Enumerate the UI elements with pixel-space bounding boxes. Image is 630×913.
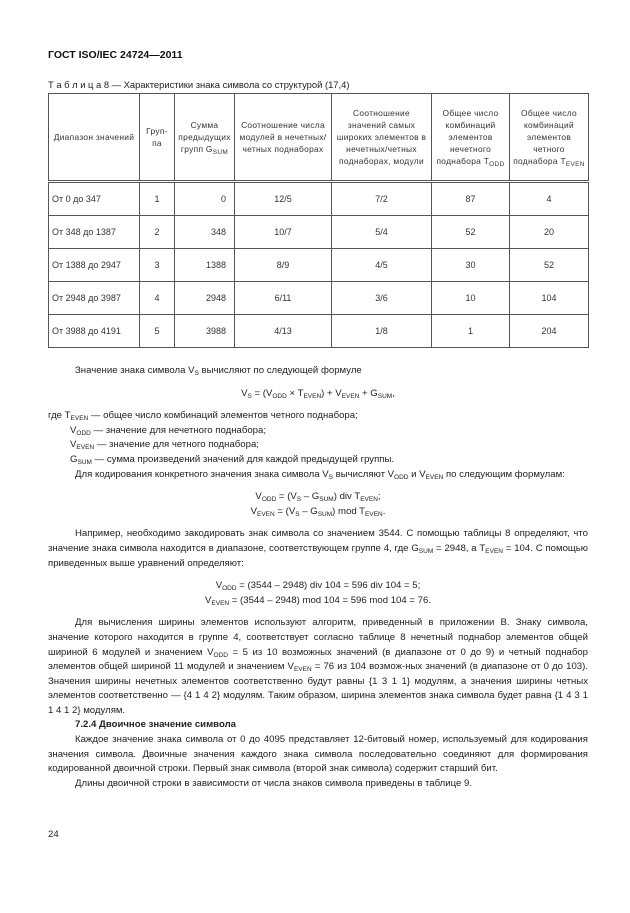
text-run: где T [48, 410, 71, 422]
subscript: ODD [222, 585, 237, 593]
table-cell: 10/7 [235, 216, 332, 249]
table-header-row [49, 94, 589, 182]
section-heading [48, 718, 588, 733]
table-cell: 4 [510, 182, 589, 216]
paragraph [48, 453, 588, 468]
table-cell: От 0 до 347 [49, 182, 140, 216]
subscript: EVEN [341, 392, 360, 400]
characteristics-table [48, 93, 589, 348]
text-run: и V [408, 468, 426, 480]
table-cell: 52 [432, 216, 510, 249]
text-run: + G [359, 387, 378, 399]
subscript: EVEN [565, 161, 585, 168]
text-run: – G [301, 491, 320, 503]
table-cell: 5/4 [332, 216, 432, 249]
table-cell: 7/2 [332, 182, 432, 216]
table-cell: 6/11 [235, 282, 332, 315]
subscript: ODD [76, 429, 91, 437]
subscript: EVEN [211, 599, 230, 607]
col-gsum [175, 94, 235, 182]
text-run: V [250, 505, 257, 517]
col-range [49, 94, 140, 182]
subscript: EVEN [303, 392, 322, 400]
subscript: SUM [319, 496, 334, 504]
table-cell: 10 [432, 282, 510, 315]
text-run: V [215, 580, 223, 592]
table-cell: 2948 [175, 282, 235, 315]
text-run: Например, необходимо закодировать знак символа со значением 3544. С помощью таблицы 8 определяют, что значение знака символа находится в диапазоне, соответствующем группе 4, где G [48, 528, 588, 554]
text-run: G [70, 453, 78, 465]
table-row [49, 249, 589, 282]
body-text [48, 364, 588, 791]
text-run: вычисляют по следующей формуле [198, 365, 362, 376]
text-run: по следующим формулам: [443, 468, 565, 480]
text-run: Длины двоичной строки в зависимости от числа знаков символа приведены в таблице 9. [75, 777, 473, 789]
text-run: Каждое значение знака символа от 0 до 4095 представляет 12-битовый номер, используемый для кодирования значения символа. Двоичные значения каждого знака символа последовательно соединяют для формирования кодированной двоичной строки. Первый знак символа (второй знак символа) содержит старший бит. [48, 734, 588, 775]
subscript: EVEN [256, 510, 275, 518]
text-run: Сумма предыдущих групп G [178, 120, 231, 154]
text-run: – G [299, 505, 318, 517]
paragraph [48, 424, 588, 439]
subscript: ODD [489, 161, 505, 168]
formula [48, 594, 588, 609]
formula [48, 387, 588, 402]
subscript: EVEN [70, 415, 89, 423]
subscript: SUM [377, 392, 393, 400]
table-cell: 87 [432, 182, 510, 216]
table-caption: Т а б л и ц а 8 — Характеристики знака символа со структурой (17,4) [48, 79, 350, 90]
subscript: S [194, 370, 199, 377]
col-teven [510, 94, 589, 182]
formula [48, 490, 588, 505]
text-run: . [382, 505, 386, 517]
text-run: — общее число комбинаций элементов четного поднабора; [88, 410, 358, 422]
text-run: = 104. С помощью приведенных выше уравнений определяют: [48, 542, 588, 569]
paragraph [48, 409, 588, 424]
table-cell: 4/13 [235, 315, 332, 348]
table-cell: 20 [510, 216, 589, 249]
subscript: SUM [418, 547, 434, 555]
table-cell: 1388 [175, 249, 235, 282]
table-cell: 8/9 [235, 249, 332, 282]
table-cell: От 348 до 1387 [49, 216, 140, 249]
table-cell: 2 [140, 216, 175, 249]
page-number: 24 [48, 829, 59, 840]
table-cell: От 3988 до 4191 [49, 315, 140, 348]
text-run: V [241, 387, 248, 399]
text-run: 7.2.4 Двоичное значение символа [75, 719, 237, 731]
table-cell: 5 [140, 315, 175, 348]
table-row [49, 315, 589, 348]
table-cell: 3988 [175, 315, 235, 348]
subscript: SUM [212, 149, 229, 156]
subscript: EVEN [293, 666, 312, 674]
text-run: Общее число комбинаций элементов четного поднабора T [513, 108, 577, 166]
text-run: — сумма произведений значений для каждой предыдущей группы. [91, 453, 395, 465]
paragraph [48, 777, 588, 792]
table-cell: 204 [510, 315, 589, 348]
table-cell: 30 [432, 249, 510, 282]
table-cell: 3 [140, 249, 175, 282]
table-cell: 104 [510, 282, 589, 315]
text-run: × T [286, 387, 304, 399]
formula [48, 505, 588, 520]
text-run: — значение для четного поднабора; [94, 439, 259, 451]
text-run: V [70, 424, 77, 436]
table-cell: 3/6 [332, 282, 432, 315]
text-run: ) + V [321, 387, 342, 399]
table-cell: От 2948 до 3987 [49, 282, 140, 315]
col-widest-ratio [332, 94, 432, 182]
table-cell: 1 [140, 182, 175, 216]
text-run: Значение знака символа V [75, 365, 195, 376]
text-run: Соотношение значений самых широких элементов в нечетных/четных поднаборах, модули [336, 108, 427, 166]
paragraph [48, 468, 588, 483]
text-run: = (3544 – 2948) div 104 = 596 div 104 = 5; [236, 580, 421, 592]
subscript: ODD [394, 473, 409, 481]
table-row [49, 216, 589, 249]
table-cell: 1/8 [332, 315, 432, 348]
table-cell: 0 [175, 182, 235, 216]
col-todd [432, 94, 510, 182]
paragraph [48, 616, 588, 718]
table-cell: 348 [175, 216, 235, 249]
subscript: S [296, 496, 302, 504]
table-row [49, 182, 589, 216]
text-run: — значение для нечетного поднабора; [90, 424, 267, 436]
text-run: ; [377, 491, 381, 503]
text-run: , [392, 387, 395, 399]
document-header: ГОСТ ISO/IEC 24724—2011 [48, 49, 183, 61]
table-cell: 4/5 [332, 249, 432, 282]
subscript: EVEN [76, 444, 95, 452]
table-cell: 12/5 [235, 182, 332, 216]
paragraph [48, 527, 588, 571]
subscript: EVEN [425, 473, 444, 481]
paragraph [48, 733, 588, 777]
text-run: = (V [276, 491, 297, 503]
text-run: V [255, 491, 262, 503]
text-run: = (3544 – 2948) mod 104 = 596 mod 104 = 76. [229, 594, 431, 606]
table-cell: 1 [432, 315, 510, 348]
text-run: Общее число комбинаций элементов нечетного поднабора T [436, 108, 499, 166]
text-run: = 5 из 10 возможных значений (в диапазоне от 0 до 9) и четный поднабор элементов общей шириной 11 модулей и значением V [48, 646, 588, 673]
text-run: ) mod T [332, 505, 366, 517]
text-run: = 2948, а T [433, 542, 486, 554]
text-run: Соотношение числа модулей в нечетных/четных поднаборах [239, 120, 327, 154]
table-row [49, 282, 589, 315]
subscript: EVEN [485, 547, 503, 555]
text-run: = (V [251, 387, 273, 399]
text-run: ) div T [333, 491, 361, 503]
text-run: = (V [274, 505, 296, 517]
col-module-ratio [235, 94, 332, 182]
text-run: Для кодирования конкретного значения знака символа V [75, 468, 329, 480]
text-run: вычисляют V [332, 468, 395, 480]
col-group [140, 94, 175, 182]
subscript: S [247, 392, 252, 400]
formula [48, 579, 588, 594]
paragraph [48, 364, 588, 379]
table-cell: От 1388 до 2947 [49, 249, 140, 282]
subscript: EVEN [360, 496, 378, 504]
text-run: V [205, 594, 212, 606]
table-cell: 4 [140, 282, 175, 315]
paragraph [48, 438, 588, 453]
subscript: S [295, 510, 300, 518]
text-run: = 76 из 104 возмож-ных значений (в диапазоне от 0 до 103). Значения ширины нечетных элементов соответственно будут равны {1 3 1 1} модулям, а значения ширины четных элементов соответственно — {4 1 4 2} модулям. Таким образом, ширина элементов знака символа будет равна {1 4 3 1 1 4 1 2} модулям. [48, 661, 588, 716]
table-cell: 52 [510, 249, 589, 282]
text-run: Груп-па [146, 126, 168, 148]
subscript: ODD [261, 496, 277, 504]
text-run: Диапазон значений [53, 132, 135, 142]
subscript: S [328, 473, 333, 481]
subscript: ODD [213, 651, 228, 659]
subscript: ODD [272, 392, 287, 400]
subscript: EVEN [365, 510, 383, 518]
text-run: V [70, 439, 77, 451]
subscript: SUM [317, 510, 333, 518]
subscript: SUM [77, 458, 92, 466]
text-run: Для вычисления ширины элементов используют алгоритм, приведенный в приложении В. Знаку символа, значение которого находится в группе 4, соответствует согласно таблице 8 нечетный поднабор элементов общей шириной 6 модулей и значением V [48, 617, 588, 658]
